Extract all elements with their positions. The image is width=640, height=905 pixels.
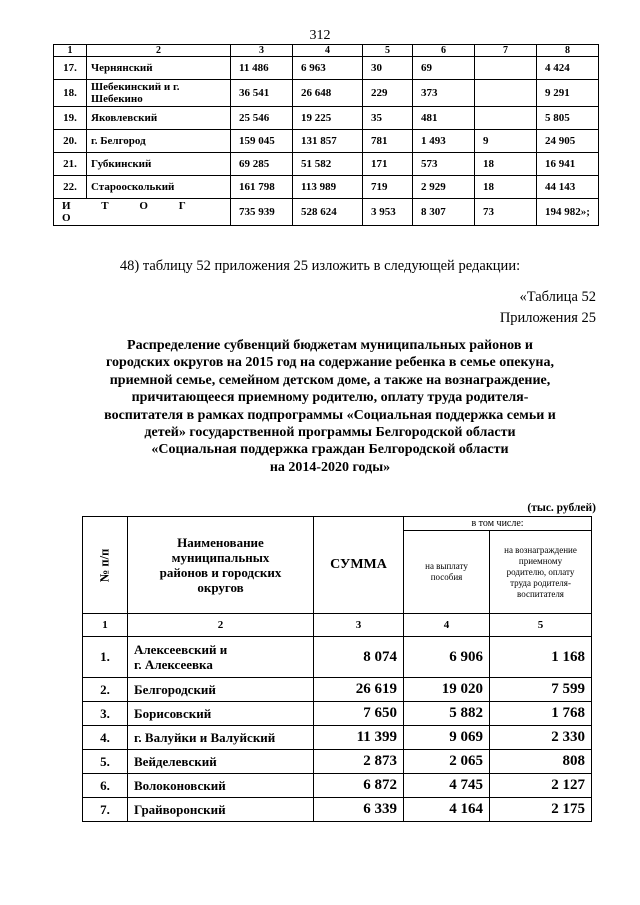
benefit-value: 9 069 [404, 726, 490, 750]
value-cell: 19 225 [293, 107, 363, 130]
sum-value: 26 619 [314, 678, 404, 702]
column-index-cell: 1 [83, 614, 128, 637]
value-cell: 2 929 [413, 176, 475, 199]
value-cell: 9 291 [537, 80, 599, 107]
column-index-cell: 1 [54, 45, 87, 57]
table-reference-line: «Таблица 52 [519, 289, 596, 305]
district-name [128, 702, 314, 726]
total-value: 8 307 [413, 199, 475, 226]
title-line: воспитателя в рамках подпрограммы «Социальная поддержка семьи и [104, 407, 556, 423]
value-cell: 229 [363, 80, 413, 107]
benefit-value: 19 020 [404, 678, 490, 702]
value-cell: 69 285 [231, 153, 293, 176]
row-number: 22. [54, 176, 87, 199]
column-index-cell: 6 [413, 45, 475, 57]
table-row [54, 153, 599, 176]
table-reference-line: Приложения 25 [499, 310, 596, 326]
value-cell: 69 [413, 57, 475, 80]
reward-value: 7 599 [490, 678, 592, 702]
reward-value: 1 168 [490, 637, 592, 678]
amendment-paragraph: 48) таблицу 52 приложения 25 изложить в следующей редакции: [119, 258, 521, 274]
column-index-row [83, 614, 592, 637]
value-cell: 4 424 [537, 57, 599, 80]
benefit-header-line: пособия [430, 572, 463, 582]
district-name [128, 798, 314, 822]
district-name-line: Вейделевский [134, 754, 217, 769]
value-cell: 18 [475, 153, 537, 176]
district-name: г. Белгород [87, 130, 231, 153]
value-cell: 9 [475, 130, 537, 153]
value-cell: 30 [363, 57, 413, 80]
reward-header-line: родителю, оплату [506, 566, 575, 577]
table-row [83, 678, 592, 702]
column-index-cell: 8 [537, 45, 599, 57]
title-line: Распределение субвенций бюджетам муниципальных районов и [127, 338, 533, 353]
value-cell: 6 963 [293, 57, 363, 80]
district-name: Чернянский [87, 57, 231, 80]
reward-header-line: на вознаграждение [504, 544, 577, 555]
value-cell: 131 857 [293, 130, 363, 153]
value-cell: 24 905 [537, 130, 599, 153]
sum-value: 11 399 [314, 726, 404, 750]
title-line: на 2014-2020 годы» [269, 459, 391, 475]
title-line: приемной семье, семейном детском доме, а также на вознаграждение, [109, 372, 551, 388]
column-index-cell: 5 [490, 614, 592, 637]
row-number: 7. [83, 798, 128, 822]
total-value: 73 [475, 199, 537, 226]
value-cell: 719 [363, 176, 413, 199]
district-name-line: г. Алексеевка [134, 657, 213, 672]
district-name [128, 750, 314, 774]
value-cell: 51 582 [293, 153, 363, 176]
page-number: 312 [309, 28, 331, 43]
value-cell: 1 493 [413, 130, 475, 153]
table-row [54, 130, 599, 153]
column-index-cell: 2 [128, 614, 314, 637]
name-header [128, 517, 314, 614]
column-index-cell: 4 [293, 45, 363, 57]
number-header-text: № п/п [97, 548, 112, 583]
sum-value: 7 650 [314, 702, 404, 726]
row-number: 17. [54, 57, 87, 80]
value-cell: 781 [363, 130, 413, 153]
benefit-header [404, 531, 490, 614]
header-row [83, 517, 592, 531]
district-name-line: Белгородский [134, 682, 216, 697]
row-number: 18. [54, 80, 87, 107]
total-row [54, 199, 599, 226]
table-row [54, 57, 599, 80]
benefit-value: 4 164 [404, 798, 490, 822]
column-index-cell: 7 [475, 45, 537, 57]
header-index-row [54, 45, 599, 57]
reward-value: 2 175 [490, 798, 592, 822]
reward-value: 2 330 [490, 726, 592, 750]
sum-value: 6 339 [314, 798, 404, 822]
district-name: Шебекинский и г. Шебекино [87, 80, 231, 107]
district-name [128, 726, 314, 750]
name-header-line: округов [197, 580, 244, 595]
total-value: 735 939 [231, 199, 293, 226]
district-name: Яковлевский [87, 107, 231, 130]
value-cell: 573 [413, 153, 475, 176]
total-value: 194 982»; [537, 199, 599, 226]
title-line: «Социальная поддержка граждан Белгородской области [151, 442, 509, 458]
reward-header [490, 531, 592, 614]
total-value: 528 624 [293, 199, 363, 226]
benefit-header-line: на выплату [425, 561, 468, 571]
row-number: 5. [83, 750, 128, 774]
table-row [83, 726, 592, 750]
value-cell: 35 [363, 107, 413, 130]
table-row [54, 80, 599, 107]
district-name [128, 774, 314, 798]
value-cell: 161 798 [231, 176, 293, 199]
name-header-line: районов и городских [159, 565, 282, 580]
row-number: 2. [83, 678, 128, 702]
reward-header-line: приемному [518, 555, 563, 566]
table-row [83, 702, 592, 726]
value-cell: 16 941 [537, 153, 599, 176]
value-cell: 26 648 [293, 80, 363, 107]
table-row [83, 774, 592, 798]
table-row [54, 176, 599, 199]
value-cell [475, 80, 537, 107]
value-cell: 18 [475, 176, 537, 199]
column-index-cell: 3 [314, 614, 404, 637]
sum-value: 6 872 [314, 774, 404, 798]
value-cell [475, 57, 537, 80]
district-name-line: г. Валуйки и Валуйский [134, 730, 276, 745]
total-label: И Т О Г О [54, 199, 231, 226]
value-cell: 11 486 [231, 57, 293, 80]
name-header-line: Наименование [177, 535, 264, 550]
table-row [83, 798, 592, 822]
district-name: Губкинский [87, 153, 231, 176]
value-cell: 5 805 [537, 107, 599, 130]
reward-value: 1 768 [490, 702, 592, 726]
reward-value: 808 [490, 750, 592, 774]
title-line: причитающееся приемному родителю, оплату труда родителя- [131, 390, 529, 406]
including-header: в том числе: [404, 517, 592, 531]
table-row [83, 637, 592, 678]
column-index-cell: 2 [87, 45, 231, 57]
sum-value: 8 074 [314, 637, 404, 678]
benefit-value: 5 882 [404, 702, 490, 726]
subvention-distribution-table [82, 516, 592, 822]
value-cell: 113 989 [293, 176, 363, 199]
value-cell [475, 107, 537, 130]
column-index-cell: 4 [404, 614, 490, 637]
value-cell: 373 [413, 80, 475, 107]
district-name-line: Грайворонский [134, 802, 226, 817]
row-number: 4. [83, 726, 128, 750]
districts-summary-table [53, 44, 599, 226]
row-number: 3. [83, 702, 128, 726]
benefit-value: 2 065 [404, 750, 490, 774]
value-cell: 25 546 [231, 107, 293, 130]
table-row [83, 750, 592, 774]
column-index-cell: 3 [231, 45, 293, 57]
district-name-line: Борисовский [134, 706, 212, 721]
district-name [128, 678, 314, 702]
value-cell: 44 143 [537, 176, 599, 199]
value-cell: 36 541 [231, 80, 293, 107]
reward-value: 2 127 [490, 774, 592, 798]
column-index-cell: 5 [363, 45, 413, 57]
sum-header: СУММА [314, 517, 404, 614]
document-title [60, 337, 600, 476]
value-cell: 171 [363, 153, 413, 176]
value-cell: 159 045 [231, 130, 293, 153]
row-number: 1. [83, 637, 128, 678]
units-label: (тыс. рублей) [527, 502, 596, 514]
row-number: 20. [54, 130, 87, 153]
sum-value: 2 873 [314, 750, 404, 774]
district-name [128, 637, 314, 678]
table-row [54, 107, 599, 130]
total-value: 3 953 [363, 199, 413, 226]
reward-header-line: труда родителя- [510, 577, 571, 588]
row-number: 21. [54, 153, 87, 176]
row-number: 6. [83, 774, 128, 798]
reward-header-line: воспитателя [517, 588, 564, 599]
district-name-line: Алексеевский и [134, 642, 228, 657]
number-header [83, 517, 128, 614]
name-header-line: муниципальных [171, 550, 270, 565]
benefit-value: 6 906 [404, 637, 490, 678]
title-line: детей» государственной программы Белгородской области [144, 425, 516, 441]
district-name-line: Волоконовский [134, 778, 226, 793]
row-number: 19. [54, 107, 87, 130]
value-cell: 481 [413, 107, 475, 130]
district-name: Староосколький [87, 176, 231, 199]
benefit-value: 4 745 [404, 774, 490, 798]
table-reference [500, 287, 596, 329]
title-line: городских округов на 2015 год на содержание ребенка в семье опекуна, [106, 355, 554, 371]
